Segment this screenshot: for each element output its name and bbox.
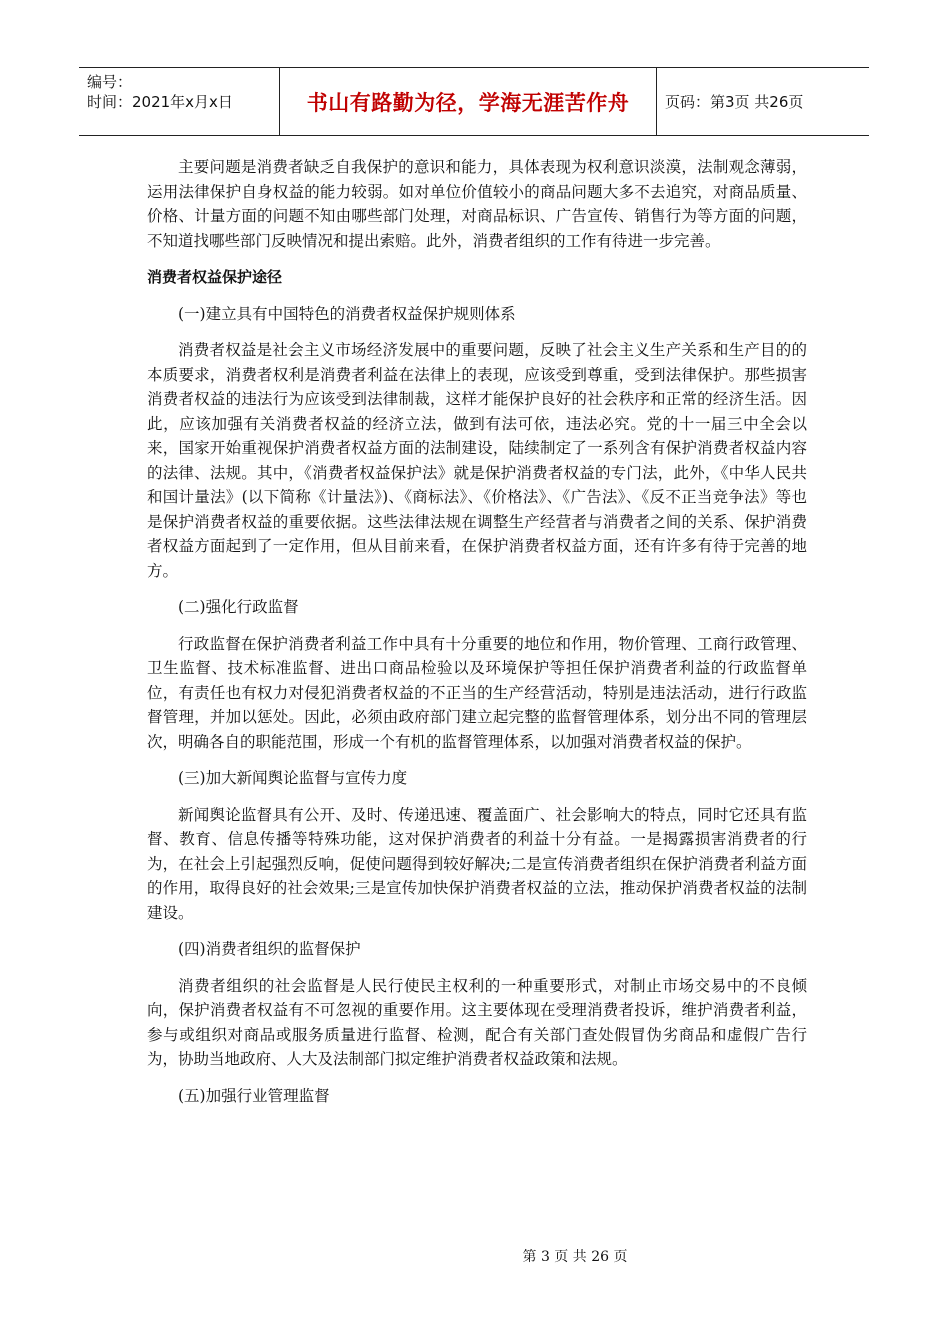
- page-header: [79, 67, 869, 136]
- paragraph-admin-supervision: 行政监督在保护消费者利益工作中具有十分重要的地位和作用，物价管理、工商行政管理、卫生监督、技术标准监督、进出口商品检验以及环境保护等担任保护消费者利益的行政监督单位，有责任也有权力对侵犯消费者权益的不正当的生产经营活动，特别是违法活动，进行行政监督管理，并加以惩处。因此，必须由政府部门建立起完整的监督管理体系，划分出不同的管理层次，明确各自的职能范围，形成一个有机的监督管理体系，以加强对消费者权益的保护。: [147, 634, 807, 751]
- section-heading: 消费者权益保护途径: [147, 268, 283, 286]
- page-footer: 第 3 页 共 26 页: [522, 1249, 628, 1265]
- subheading-4: (四)消费者组织的监督保护: [178, 940, 361, 958]
- paragraph-media-supervision: 新闻舆论监督具有公开、及时、传递迅速、覆盖面广、社会影响大的特点，同时它还具有监督、教育、信息传播等特殊功能，这对保护消费者的利益十分有益。一是揭露损害消费者的行为，在社会上引起强烈反响，促使问题得到较好解决;二是宣传消费者组织在保护消费者利益方面的作用，取得良好的社会效果;三是宣传加快保护消费者权益的立法，推动保护消费者权益的法制建设。: [147, 805, 807, 922]
- subheading-3: (三)加大新闻舆论监督与宣传力度: [178, 769, 408, 787]
- subheading-5: (五)加强行业管理监督: [178, 1086, 330, 1105]
- serial-label: 编号：: [87, 73, 133, 91]
- subheading-1: (一)建立具有中国特色的消费者权益保护规则体系: [178, 304, 516, 323]
- document-body: [147, 155, 807, 1120]
- subheading-2: (二)强化行政监督: [178, 598, 299, 616]
- paragraph-consumer-org: 消费者组织的社会监督是人民行使民主权利的一种重要形式，对制止市场交易中的不良倾向，保护消费者权益有不可忽视的重要作用。这主要体现在受理消费者投诉，维护消费者利益，参与或组织对商品或服务质量进行监督、检测，配合有关部门查处假冒伪劣商品和虚假广告行为，协助当地政府、人大及法制部门拟定维护消费者权益政策和法规。: [147, 976, 807, 1068]
- header-page-info: 页码：第3页 共26页: [665, 93, 804, 111]
- header-motto: 书山有路勤为径，学海无涯苦作舟: [280, 68, 657, 135]
- date-label: 时间：2021年x月x日: [87, 93, 233, 111]
- paragraph-legal-system: 消费者权益是社会主义市场经济发展中的重要问题，反映了社会主义生产关系和生产目的的本质要求，消费者权利是消费者利益在法律上的表现，应该受到尊重，受到法律保护。那些损害消费者权益的违法行为应该受到法律制裁，这样才能保护良好的社会秩序和正常的经济生活。因此，应该加强有关消费者权益的经济立法，做到有法可依，违法必究。党的十一届三中全会以来，国家开始重视保护消费者权益方面的法制建设，陆续制定了一系列含有保护消费者权益内容的法律、法规。其中，《消费者权益保护法》就是保护消费者权益的专门法，此外，《中华人民共和国计量法》(以下简称《计量法》)、《商标法》、《价格法》、《广告法》、《反不正当竞争法》等也是保护消费者权益的重要依据。这些法律法规在调整生产经营者与消费者之间的关系、保护消费者权益方面起到了一定作用，但从目前来看，在保护消费者权益方面，还有许多有待于完善的地方。: [147, 341, 807, 580]
- paragraph-problems: 主要问题是消费者缺乏自我保护的意识和能力，具体表现为权利意识淡漠，法制观念薄弱，运用法律保护自身权益的能力较弱。如对单位价值较小的商品问题大多不去追究，对商品质量、价格、计量方面的问题不知由哪些部门处理，对商品标识、广告宣传、销售行为等方面的问题，不知道找哪些部门反映情况和提出索赔。此外，消费者组织的工作有待进一步完善。: [147, 158, 807, 250]
- header-meta-cell: [79, 68, 280, 135]
